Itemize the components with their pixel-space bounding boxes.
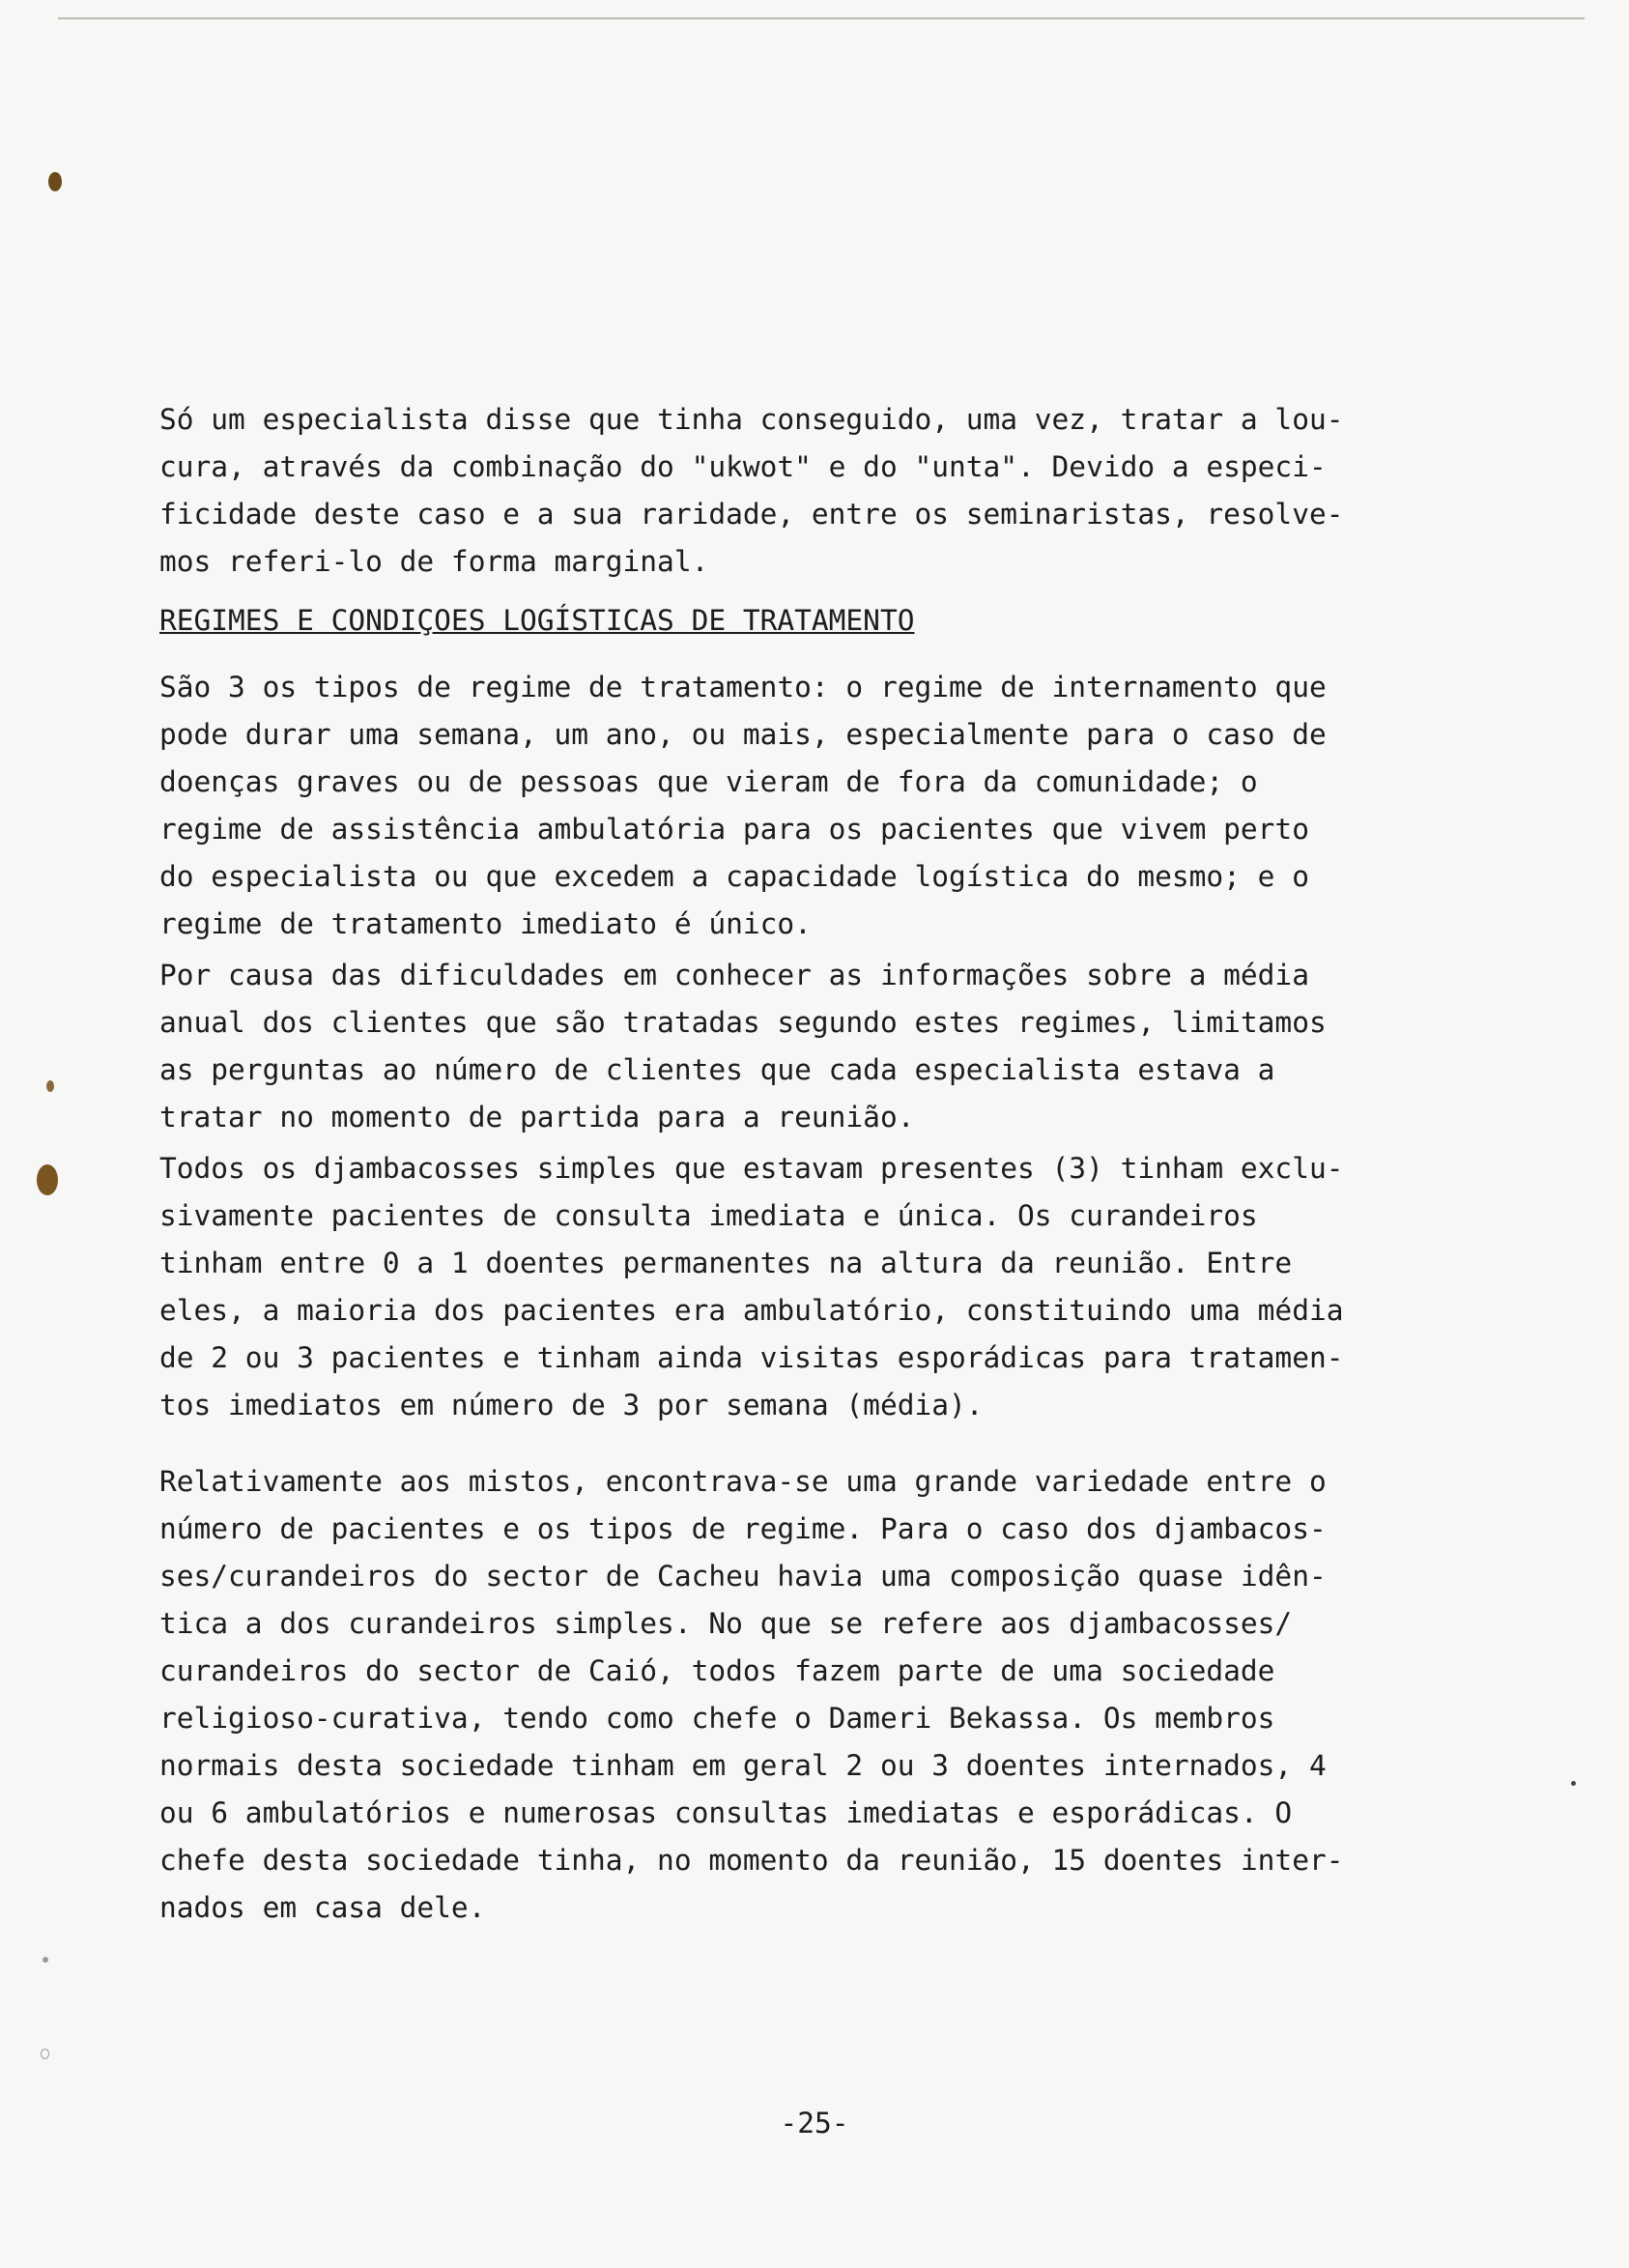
text-line: Só um especialista disse que tinha conseguido, uma vez, tratar a lou- — [159, 403, 1344, 436]
text-line: chefe desta sociedade tinha, no momento da reunião, 15 doentes inter- — [159, 1844, 1344, 1877]
text-line: de 2 ou 3 pacientes e tinham ainda visitas esporádicas para tratamen- — [159, 1341, 1344, 1374]
paragraph-dificuldades — [159, 952, 1502, 1141]
text-line: Por causa das dificuldades em conhecer as informações sobre a média — [159, 959, 1309, 991]
ink-dot — [1571, 1781, 1576, 1786]
paragraph-mistos — [159, 1458, 1502, 1932]
text-line: Todos os djambacosses simples que estavam presentes (3) tinham exclu- — [159, 1152, 1344, 1185]
text-line: sivamente pacientes de consulta imediata e única. Os curandeiros — [159, 1199, 1258, 1232]
text-line: número de pacientes e os tipos de regime. Para o caso dos djambacos- — [159, 1512, 1327, 1545]
page-number: -25- — [780, 2107, 849, 2139]
text-line: São 3 os tipos de regime de tratamento: o regime de internamento que — [159, 671, 1327, 703]
text-line: ses/curandeiros do sector de Cacheu havia uma composição quase idên- — [159, 1560, 1327, 1593]
text-line: tratar no momento de partida para a reunião. — [159, 1101, 915, 1134]
page-top-edge — [58, 17, 1585, 19]
text-line: doenças graves ou de pessoas que vieram de fora da comunidade; o — [159, 765, 1258, 798]
text-line: nados em casa dele. — [159, 1891, 486, 1924]
text-line: tinham entre 0 a 1 doentes permanentes na altura da reunião. Entre — [159, 1247, 1293, 1279]
text-line: curandeiros do sector de Caió, todos fazem parte de uma sociedade — [159, 1654, 1275, 1687]
punch-hole-stain — [37, 1164, 58, 1195]
ink-mark — [46, 1080, 54, 1092]
text-line: anual dos clientes que são tratadas segundo estes regimes, limitamos — [159, 1006, 1327, 1039]
text-line: ficidade deste caso e a sua raridade, entre os seminaristas, resolve- — [159, 498, 1344, 531]
text-line: ou 6 ambulatórios e numerosas consultas imediatas e esporádicas. O — [159, 1796, 1293, 1829]
text-line: religioso-curativa, tendo como chefe o Dameri Bekassa. Os membros — [159, 1702, 1275, 1735]
dot-mark — [43, 1957, 48, 1963]
paragraph-djambacosses — [159, 1145, 1502, 1429]
typed-text-body — [159, 396, 1502, 1932]
text-line: Relativamente aos mistos, encontrava-se uma grande variedade entre o — [159, 1465, 1327, 1498]
text-line: tos imediatos em número de 3 por semana (média). — [159, 1389, 984, 1421]
text-line: normais desta sociedade tinham em geral 2 ou 3 doentes internados, 4 — [159, 1749, 1327, 1782]
rust-stain — [48, 172, 62, 191]
text-line: eles, a maioria dos pacientes era ambulatório, constituindo uma média — [159, 1294, 1344, 1327]
section-heading: REGIMES E CONDIÇOES LOGÍSTICAS DE TRATAMENTO — [159, 604, 915, 637]
small-hole — [41, 2049, 49, 2059]
text-line: mos referi-lo de forma marginal. — [159, 545, 709, 578]
text-line: do especialista ou que excedem a capacidade logística do mesmo; e o — [159, 860, 1309, 893]
text-line: pode durar uma semana, um ano, ou mais, especialmente para o caso de — [159, 718, 1327, 751]
paragraph-regimes — [159, 664, 1502, 948]
paragraph-intro — [159, 396, 1502, 586]
text-line: regime de tratamento imediato é único. — [159, 907, 812, 940]
text-line: cura, através da combinação do "ukwot" e do "unta". Devido a especi- — [159, 450, 1327, 483]
text-line: tica a dos curandeiros simples. No que se refere aos djambacosses/ — [159, 1607, 1293, 1640]
text-line: regime de assistência ambulatória para os pacientes que vivem perto — [159, 813, 1309, 846]
text-line: as perguntas ao número de clientes que cada especialista estava a — [159, 1053, 1275, 1086]
